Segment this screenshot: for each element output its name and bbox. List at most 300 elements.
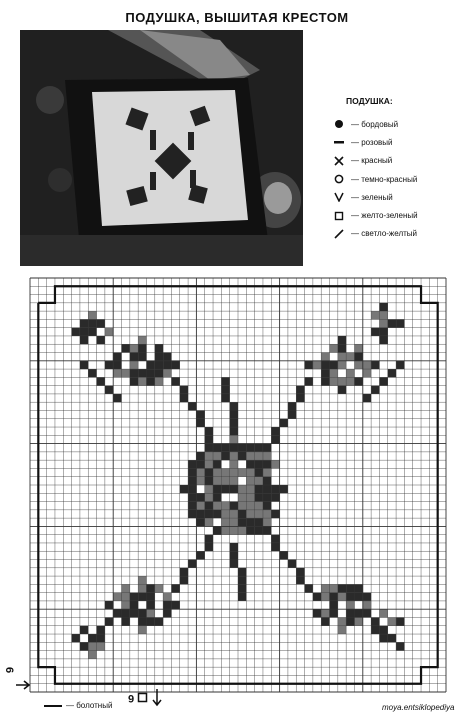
- stitch-cell: [271, 535, 279, 543]
- stitch-cell: [354, 609, 362, 617]
- stitch-cell: [230, 460, 238, 468]
- stitch-cell: [255, 510, 263, 518]
- stitch-cell: [205, 502, 213, 510]
- stitch-cell: [88, 642, 96, 650]
- stitch-cell: [97, 626, 105, 634]
- stitch-cell: [113, 353, 121, 361]
- stitch-cell: [122, 584, 130, 592]
- stitch-cell: [130, 377, 138, 385]
- stitch-cell: [263, 477, 271, 485]
- stitch-cell: [130, 353, 138, 361]
- stitch-cell: [163, 369, 171, 377]
- stitch-cell: [221, 386, 229, 394]
- stitch-cell: [338, 361, 346, 369]
- stitch-cell: [230, 477, 238, 485]
- stitch-cell: [379, 328, 387, 336]
- stitch-cell: [346, 584, 354, 592]
- stitch-cell: [163, 353, 171, 361]
- stitch-cell: [105, 617, 113, 625]
- bottom-legend-item-bolotnyi: — болотный: [44, 701, 112, 710]
- stitch-cell: [155, 361, 163, 369]
- stitch-cell: [379, 609, 387, 617]
- stitch-cell: [146, 584, 154, 592]
- stitch-cell: [396, 642, 404, 650]
- stitch-cell: [130, 361, 138, 369]
- stitch-cell: [138, 353, 146, 361]
- stitch-cell: [155, 344, 163, 352]
- stitch-cell: [221, 394, 229, 402]
- stitch-cell: [138, 336, 146, 344]
- stitch-cell: [280, 419, 288, 427]
- stitch-cell: [130, 369, 138, 377]
- stitch-cell: [296, 394, 304, 402]
- stitch-cell: [363, 369, 371, 377]
- stitch-cell: [205, 510, 213, 518]
- stitch-cell: [263, 452, 271, 460]
- slash-icon: [334, 229, 348, 239]
- legend: [334, 96, 470, 243]
- stitch-cell: [271, 427, 279, 435]
- stitch-cell: [230, 444, 238, 452]
- stitch-cell: [105, 361, 113, 369]
- stitch-cell: [363, 593, 371, 601]
- stitch-cell: [138, 344, 146, 352]
- stitch-cell: [213, 510, 221, 518]
- stitch-cell: [213, 468, 221, 476]
- stitch-cell: [263, 526, 271, 534]
- stitch-cell: [246, 460, 254, 468]
- stitch-cell: [138, 593, 146, 601]
- stitch-cell: [246, 493, 254, 501]
- small-square-icon: [137, 692, 149, 704]
- stitch-cell: [188, 477, 196, 485]
- stitch-cell: [188, 468, 196, 476]
- stitch-cell: [230, 410, 238, 418]
- stitch-cell: [213, 493, 221, 501]
- stitch-cell: [255, 502, 263, 510]
- cross-stitch-chart: [26, 274, 450, 696]
- legend-item-krasnyi: — красный: [334, 152, 470, 170]
- stitch-cell: [305, 361, 313, 369]
- square-icon: [334, 211, 348, 221]
- stitch-cell: [188, 510, 196, 518]
- stitch-cell: [146, 609, 154, 617]
- stitch-cell: [354, 593, 362, 601]
- stitch-cell: [205, 452, 213, 460]
- stitch-cell: [379, 311, 387, 319]
- stitch-cell: [321, 353, 329, 361]
- stitch-cell: [221, 510, 229, 518]
- stitch-cell: [271, 510, 279, 518]
- stitch-cell: [122, 601, 130, 609]
- stitch-cell: [221, 468, 229, 476]
- stitch-cell: [371, 626, 379, 634]
- stitch-cell: [188, 460, 196, 468]
- stitch-cell: [155, 584, 163, 592]
- stitch-cell: [221, 377, 229, 385]
- stitch-cell: [230, 485, 238, 493]
- stitch-cell: [238, 502, 246, 510]
- stitch-cell: [330, 593, 338, 601]
- stitch-cell: [196, 510, 204, 518]
- stitch-cell: [246, 510, 254, 518]
- left-marker: 6: [3, 666, 16, 674]
- stitch-cell: [171, 377, 179, 385]
- stitch-cell: [288, 560, 296, 568]
- stitch-cell: [354, 361, 362, 369]
- stitch-cell: [246, 452, 254, 460]
- legend-item-svetlo-zheltyi: — светло-желтый: [334, 225, 470, 243]
- stitch-cell: [230, 502, 238, 510]
- stitch-cell: [180, 576, 188, 584]
- stitch-cell: [138, 369, 146, 377]
- stitch-cell: [363, 394, 371, 402]
- stitch-cell: [138, 584, 146, 592]
- stitch-cell: [230, 468, 238, 476]
- stitch-cell: [205, 427, 213, 435]
- stitch-cell: [255, 477, 263, 485]
- stitch-cell: [72, 328, 80, 336]
- stitch-cell: [221, 485, 229, 493]
- stitch-cell: [105, 328, 113, 336]
- stitch-cell: [130, 609, 138, 617]
- bottom-marker: 6: [128, 688, 162, 708]
- stitch-cell: [180, 394, 188, 402]
- stitch-cell: [122, 344, 130, 352]
- stitch-cell: [246, 444, 254, 452]
- stitch-cell: [80, 319, 88, 327]
- stitch-cell: [346, 377, 354, 385]
- stitch-cell: [338, 593, 346, 601]
- stitch-cell: [188, 493, 196, 501]
- stitch-cell: [188, 485, 196, 493]
- stitch-cell: [113, 361, 121, 369]
- stitch-cell: [330, 601, 338, 609]
- stitch-cell: [263, 444, 271, 452]
- stitch-cell: [97, 336, 105, 344]
- stitch-cell: [379, 303, 387, 311]
- stitch-cell: [196, 452, 204, 460]
- stitch-cell: [379, 626, 387, 634]
- stitch-cell: [146, 617, 154, 625]
- stitch-cell: [146, 601, 154, 609]
- stitch-cell: [88, 651, 96, 659]
- stitch-cell: [221, 444, 229, 452]
- stitch-cell: [338, 386, 346, 394]
- stitch-cell: [230, 551, 238, 559]
- stitch-cell: [330, 369, 338, 377]
- stitch-cell: [205, 518, 213, 526]
- stitch-cell: [138, 617, 146, 625]
- stitch-cell: [271, 493, 279, 501]
- stitch-cell: [238, 518, 246, 526]
- stitch-cell: [371, 311, 379, 319]
- stitch-cell: [280, 485, 288, 493]
- stitch-cell: [346, 369, 354, 377]
- stitch-cell: [221, 526, 229, 534]
- stitch-cell: [80, 336, 88, 344]
- stitch-cell: [338, 344, 346, 352]
- stitch-cell: [105, 601, 113, 609]
- stitch-cell: [180, 568, 188, 576]
- stitch-cell: [196, 460, 204, 468]
- stitch-cell: [330, 377, 338, 385]
- stitch-cell: [155, 353, 163, 361]
- stitch-cell: [238, 444, 246, 452]
- stitch-cell: [255, 452, 263, 460]
- stitch-cell: [363, 601, 371, 609]
- stitch-cell: [263, 460, 271, 468]
- stitch-cell: [205, 460, 213, 468]
- stitch-cell: [346, 601, 354, 609]
- stitch-cell: [396, 319, 404, 327]
- stitch-cell: [255, 444, 263, 452]
- stitch-cell: [288, 410, 296, 418]
- stitch-cell: [97, 319, 105, 327]
- stitch-cell: [396, 361, 404, 369]
- stitch-cell: [230, 419, 238, 427]
- stitch-cell: [330, 361, 338, 369]
- stitch-cell: [255, 493, 263, 501]
- stitch-cell: [113, 593, 121, 601]
- stitch-cell: [354, 377, 362, 385]
- page-title: ПОДУШКА, ВЫШИТАЯ КРЕСТОМ: [125, 10, 349, 25]
- stitch-cell: [138, 377, 146, 385]
- stitch-cell: [80, 626, 88, 634]
- stitch-cell: [246, 502, 254, 510]
- stitch-cell: [113, 369, 121, 377]
- stitch-cell: [130, 601, 138, 609]
- stitch-cell: [379, 377, 387, 385]
- stitch-cell: [371, 361, 379, 369]
- stitch-cell: [271, 435, 279, 443]
- stitch-cell: [321, 609, 329, 617]
- stitch-cell: [371, 386, 379, 394]
- stitch-cell: [155, 617, 163, 625]
- stitch-cell: [354, 353, 362, 361]
- stitch-cell: [188, 402, 196, 410]
- arrow-down-icon: [152, 688, 162, 708]
- stitch-cell: [196, 477, 204, 485]
- stitch-cell: [321, 361, 329, 369]
- stitch-cell: [138, 576, 146, 584]
- stitch-cell: [88, 311, 96, 319]
- stitch-cell: [146, 593, 154, 601]
- stitch-cell: [238, 452, 246, 460]
- dash-icon: [44, 705, 62, 707]
- stitch-cell: [205, 468, 213, 476]
- stitch-cell: [238, 493, 246, 501]
- stitch-cell: [346, 353, 354, 361]
- stitch-cell: [146, 377, 154, 385]
- stitch-cell: [338, 353, 346, 361]
- stitch-cell: [146, 361, 154, 369]
- stitch-cell: [221, 452, 229, 460]
- x-icon: [334, 156, 348, 166]
- stitch-cell: [338, 617, 346, 625]
- stitch-cell: [313, 593, 321, 601]
- stitch-cell: [388, 634, 396, 642]
- stitch-cell: [97, 642, 105, 650]
- stitch-cell: [246, 526, 254, 534]
- stitch-cell: [105, 386, 113, 394]
- stitch-cell: [130, 593, 138, 601]
- stitch-cell: [196, 493, 204, 501]
- stitch-cell: [80, 642, 88, 650]
- stitch-cell: [180, 386, 188, 394]
- stitch-cell: [205, 444, 213, 452]
- stitch-cell: [354, 584, 362, 592]
- stitch-cell: [330, 584, 338, 592]
- stitch-cell: [238, 468, 246, 476]
- stitch-cell: [113, 394, 121, 402]
- filled-circle-icon: [334, 119, 348, 129]
- stitch-cell: [330, 344, 338, 352]
- stitch-cell: [321, 617, 329, 625]
- stitch-cell: [271, 485, 279, 493]
- stitch-cell: [305, 584, 313, 592]
- stitch-cell: [155, 377, 163, 385]
- stitch-cell: [396, 617, 404, 625]
- stitch-cell: [271, 543, 279, 551]
- stitch-cell: [88, 369, 96, 377]
- stitch-cell: [354, 344, 362, 352]
- stitch-cell: [379, 336, 387, 344]
- stitch-cell: [330, 609, 338, 617]
- stitch-cell: [246, 468, 254, 476]
- stitch-cell: [196, 502, 204, 510]
- stitch-cell: [288, 402, 296, 410]
- stitch-cell: [238, 584, 246, 592]
- stitch-cell: [180, 485, 188, 493]
- stitch-cell: [255, 485, 263, 493]
- stitch-cell: [122, 609, 130, 617]
- stitch-cell: [346, 617, 354, 625]
- stitch-cell: [122, 593, 130, 601]
- stitch-cell: [280, 551, 288, 559]
- stitch-cell: [213, 477, 221, 485]
- stitch-cell: [363, 609, 371, 617]
- stitch-cell: [80, 328, 88, 336]
- stitch-cell: [88, 319, 96, 327]
- stitch-cell: [238, 576, 246, 584]
- v-icon: [334, 192, 348, 202]
- stitch-cell: [163, 609, 171, 617]
- stitch-cell: [230, 510, 238, 518]
- stitch-cell: [379, 319, 387, 327]
- stitch-cell: [321, 584, 329, 592]
- stitch-cell: [346, 609, 354, 617]
- legend-title: ПОДУШКА:: [346, 96, 393, 106]
- legend-item-zhelto-zelenyi: — желто-зеленый: [334, 206, 470, 224]
- stitch-cell: [221, 477, 229, 485]
- stitch-cell: [255, 460, 263, 468]
- stitch-cell: [196, 518, 204, 526]
- stitch-cell: [263, 518, 271, 526]
- stitch-cell: [196, 468, 204, 476]
- stitch-cell: [371, 328, 379, 336]
- stitch-cell: [221, 518, 229, 526]
- stitch-cell: [388, 369, 396, 377]
- stitch-cell: [171, 361, 179, 369]
- stitch-cell: [263, 468, 271, 476]
- stitch-cell: [230, 543, 238, 551]
- stitch-cell: [238, 526, 246, 534]
- stitch-cell: [196, 410, 204, 418]
- stitch-cell: [138, 609, 146, 617]
- stitch-cell: [88, 328, 96, 336]
- stitch-cell: [155, 369, 163, 377]
- stitch-cell: [371, 617, 379, 625]
- stitch-cell: [213, 526, 221, 534]
- stitch-cell: [230, 435, 238, 443]
- stitch-cell: [388, 617, 396, 625]
- open-circle-icon: [334, 174, 348, 184]
- legend-item-rozovyi: — розовый: [334, 133, 470, 151]
- stitch-cell: [213, 502, 221, 510]
- stitch-cell: [230, 452, 238, 460]
- dash-icon: [334, 137, 348, 147]
- stitch-cell: [205, 535, 213, 543]
- stitch-cell: [246, 485, 254, 493]
- stitch-cell: [238, 510, 246, 518]
- stitch-cell: [296, 386, 304, 394]
- stitch-cell: [163, 593, 171, 601]
- stitch-cell: [354, 617, 362, 625]
- stitch-cell: [255, 526, 263, 534]
- stitch-cell: [88, 634, 96, 642]
- stitch-cell: [338, 336, 346, 344]
- stitch-cell: [122, 617, 130, 625]
- stitch-cell: [321, 369, 329, 377]
- stitch-cell: [238, 568, 246, 576]
- stitch-cell: [313, 609, 321, 617]
- stitch-cell: [72, 634, 80, 642]
- stitch-cell: [130, 344, 138, 352]
- stitch-cell: [263, 502, 271, 510]
- stitch-cell: [205, 485, 213, 493]
- legend-item-bordovyi: — бордовый: [334, 115, 470, 133]
- stitch-cell: [138, 626, 146, 634]
- stitch-cell: [113, 609, 121, 617]
- stitch-cell: [230, 518, 238, 526]
- stitch-cell: [246, 477, 254, 485]
- stitch-cell: [171, 601, 179, 609]
- stitch-cell: [338, 377, 346, 385]
- stitch-cell: [188, 502, 196, 510]
- stitch-cell: [271, 460, 279, 468]
- legend-item-zelenyi: — зеленый: [334, 188, 470, 206]
- stitch-cell: [80, 361, 88, 369]
- stitch-cell: [255, 518, 263, 526]
- pillow-photo: [20, 30, 303, 266]
- legend-item-temno-krasnyi: — темно-красный: [334, 170, 470, 188]
- stitch-cell: [163, 361, 171, 369]
- stitch-cell: [296, 576, 304, 584]
- stitch-cell: [97, 377, 105, 385]
- watermark: moya.entsiklopediya: [382, 703, 455, 712]
- stitch-cell: [163, 601, 171, 609]
- stitch-cell: [122, 369, 130, 377]
- stitch-cell: [213, 444, 221, 452]
- stitch-cell: [313, 361, 321, 369]
- stitch-cell: [230, 526, 238, 534]
- stitch-cell: [213, 485, 221, 493]
- stitch-cell: [263, 493, 271, 501]
- stitch-cell: [230, 560, 238, 568]
- stitch-cell: [246, 518, 254, 526]
- stitch-cell: [305, 377, 313, 385]
